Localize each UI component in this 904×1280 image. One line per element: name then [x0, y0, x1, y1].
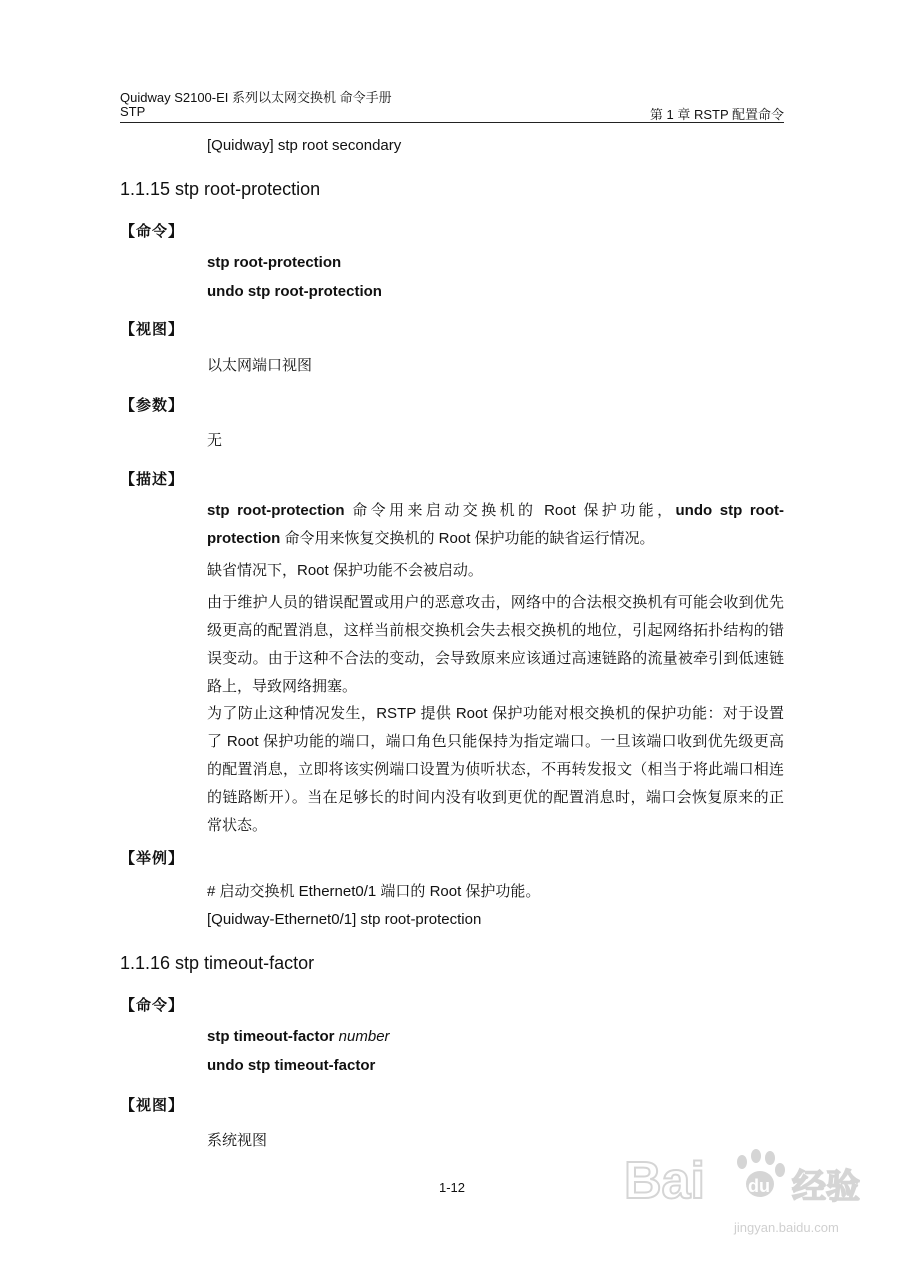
- view-label-2: 【视图】: [120, 1097, 185, 1114]
- desc-text-2: 命令用来恢复交换机的 Root 保护功能的缺省运行情况。: [280, 530, 655, 547]
- description-paragraph-1: [207, 497, 784, 553]
- desc-text-1: 命令用来启动交换机的 Root 保护功能，: [344, 502, 676, 519]
- description-paragraph-4: 为了防止这种情况发生，RSTP 提供 Root 保护功能对根交换机的保护功能：对于设置了 Root 保护功能的端口，端口角色只能保持为指定端口。一旦该端口收到优先级更高的配置消息，立即将该实例端口设置为侦听状态，不再转发报文（相当于将此端口相连的链路断开）。当在足够长的时间内没有收到更优的配置消息时，端口会恢复原来的正常状态。: [207, 705, 784, 834]
- command-syntax-2: [207, 1028, 390, 1045]
- baidu-paw-logo-icon: [624, 1140, 864, 1220]
- svg-text:du: du: [748, 1176, 770, 1196]
- svg-text:经验: 经验: [792, 1167, 860, 1207]
- description-paragraph-3: 由于维护人员的错误配置或用户的恶意攻击，网络中的合法根交换机有可能会收到优先级更高的配置消息，这样当前根交换机会失去根交换机的地位，引起网络拓扑结构的错误变动。由于这种不合法的变动，会导致原来应该通过高速链路的流量被牵引到低速链路上，导致网络拥塞。: [207, 594, 784, 695]
- view-text-2: 系统视图: [207, 1132, 268, 1149]
- command-keyword: stp timeout-factor: [207, 1028, 335, 1045]
- header-section: STP: [120, 104, 146, 119]
- page-number: 1-12: [438, 1180, 466, 1195]
- command-label: 【命令】: [120, 223, 185, 240]
- undo-command-syntax: undo stp root-protection: [207, 283, 382, 300]
- header-title: Quidway S2100-EI 系列以太网交换机 命令手册: [120, 90, 392, 105]
- baidu-watermark: [624, 1140, 864, 1250]
- undo-command-syntax-2: undo stp timeout-factor: [207, 1057, 376, 1074]
- desc-cmd-2: undo stp root-protection: [207, 502, 784, 547]
- command-parameter: number: [338, 1028, 390, 1045]
- example-label: 【举例】: [120, 850, 185, 867]
- top-example: [Quidway] stp root secondary: [207, 137, 402, 154]
- param-text: 无: [207, 432, 223, 449]
- view-text: 以太网端口视图: [207, 357, 313, 374]
- command-label-2: 【命令】: [120, 997, 185, 1014]
- description-paragraph-2: 缺省情况下，Root 保护功能不会被启动。: [207, 562, 483, 579]
- example-comment: # 启动交换机 Ethernet0/1 端口的 Root 保护功能。: [207, 883, 541, 900]
- command-syntax: stp root-protection: [207, 254, 342, 271]
- section-heading-1-1-15: 1.1.15 stp root-protection: [120, 179, 321, 199]
- view-label: 【视图】: [120, 321, 185, 338]
- header-divider: [120, 122, 784, 123]
- description-label: 【描述】: [120, 471, 185, 488]
- example-command: [Quidway-Ethernet0/1] stp root-protection: [207, 911, 482, 928]
- section-heading-1-1-16: 1.1.16 stp timeout-factor: [120, 953, 315, 973]
- watermark-url: jingyan.baidu.com: [734, 1220, 839, 1235]
- svg-text:Bai: Bai: [624, 1152, 705, 1210]
- param-label: 【参数】: [120, 397, 185, 414]
- header-chapter: 第 1 章 RSTP 配置命令: [649, 107, 784, 122]
- desc-cmd-1: stp root-protection: [207, 502, 345, 519]
